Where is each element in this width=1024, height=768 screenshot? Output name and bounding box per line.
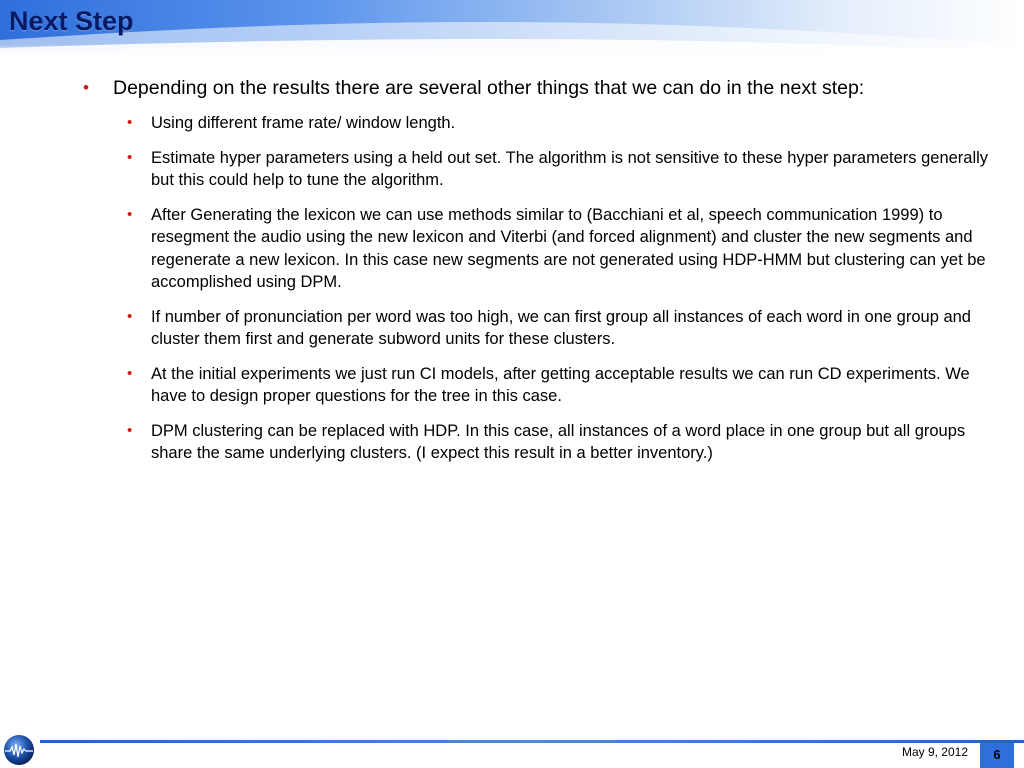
sub-bullet xyxy=(124,363,995,408)
sub-bullet-text: If number of pronunciation per word was too high, we can first group all instances of each word in one group and cluster them first and generate subword units for these clusters. xyxy=(151,307,971,348)
page-number: 6 xyxy=(980,743,1014,768)
sub-bullet-text: DPM clustering can be replaced with HDP. In this case, all instances of a word place in one group but all groups share the same underlying clusters. (I expect this result in a better inventory.) xyxy=(151,421,966,462)
title-bar xyxy=(0,0,1024,58)
bullet-dot-icon: • xyxy=(127,307,133,325)
sub-bullet-text: Using different frame rate/ window length. xyxy=(151,114,456,132)
sub-bullet-text: Estimate hyper parameters using a held out set. The algorithm is not sensitive to these hyper parameters generally but this could help to tune the algorithm. xyxy=(151,148,989,189)
footer-divider xyxy=(40,740,1024,743)
bullet-level1 xyxy=(80,76,995,100)
sub-bullet-text: At the initial experiments we just run CI models, after getting acceptable results we can run CD experiments. We have to design proper questions for the tree in this case. xyxy=(151,364,970,405)
bullet-dot-icon: • xyxy=(83,78,89,97)
bullet-dot-icon: • xyxy=(127,148,133,166)
sub-bullet xyxy=(124,112,995,135)
sub-bullet xyxy=(124,204,995,294)
bullet-text: Depending on the results there are several other things that we can do in the next step: xyxy=(113,77,865,99)
bullet-dot-icon: • xyxy=(127,114,133,131)
slide-title: Next Step xyxy=(9,6,134,36)
footer-date: May 9, 2012 xyxy=(901,745,968,759)
slide-content xyxy=(80,76,995,477)
bullet-dot-icon: • xyxy=(127,421,133,439)
bullet-dot-icon: • xyxy=(127,205,133,223)
sub-bullet xyxy=(124,147,995,192)
sub-bullet-text: After Generating the lexicon we can use methods similar to (Bacchiani et al, speech communication 1999) to resegment the audio using the new lexicon and Viterbi (and forced alignment) and cluster the new segments and regenerate a new lexicon. In this case new segments are not generated using HDP-HMM but clustering can yet be accomplished using DPM. xyxy=(151,205,986,291)
sub-bullet xyxy=(124,306,995,351)
sub-bullet xyxy=(124,420,995,465)
title-swoosh-decoration xyxy=(0,0,1024,58)
bullet-dot-icon: • xyxy=(127,364,133,382)
waveform-globe-logo-icon xyxy=(2,733,36,767)
